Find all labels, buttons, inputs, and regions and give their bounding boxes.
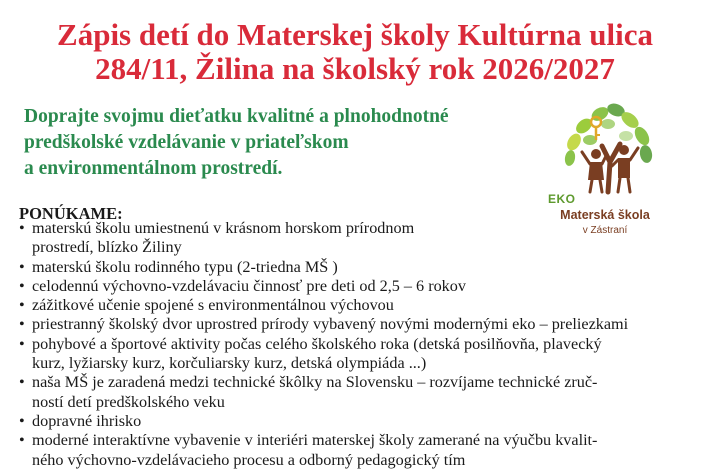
offer-item-line: kurz, lyžiarsky kurz, korčuliarsky kurz, detská olympiáda ...)	[32, 354, 427, 373]
intro-line-2: predškolské vzdelávanie v priateľskom	[24, 132, 349, 153]
offer-item-line: dopravné ihrisko	[32, 411, 142, 430]
title-line-1: Zápis detí do Materskej školy Kultúrna ulica	[57, 17, 653, 52]
logo-eko-label: EKO	[548, 192, 576, 206]
offer-item	[19, 412, 704, 431]
offer-list	[19, 219, 704, 470]
offer-item-line: naša MŠ je zaradená medzi technické škôlky na Slovensku – rozvíjame technické zruč-	[32, 373, 598, 392]
logo-place: v Zástraní	[582, 225, 628, 236]
offer-item	[19, 431, 704, 470]
page-title	[0, 18, 710, 86]
offer-item	[19, 258, 704, 277]
offer-item	[19, 296, 704, 315]
offer-item-line: pohybové a športové aktivity počas celého školského roka (detská posilňovňa, plavecký	[32, 334, 602, 353]
offer-item	[19, 219, 704, 258]
offer-item	[19, 277, 704, 296]
offer-item	[19, 335, 704, 374]
offer-item-line: zážitkové učenie spojené s environmentálnou výchovou	[32, 296, 394, 315]
offer-item-line: priestranný školský dvor uprostred prírody vybavený novými modernými eko – preliezkami	[32, 315, 629, 334]
offer-item-line: materskú školu rodinného typu (2-triedna MŠ )	[32, 257, 338, 276]
logo-school-name: Materská škola	[560, 208, 650, 222]
offer-item	[19, 373, 704, 412]
offer-item	[19, 315, 704, 334]
offer-item-line: ného výchovno-vzdelávacieho procesu a odborný pedagogický tím	[32, 450, 466, 469]
offer-item-line: celodennú výchovno-vzdelávaciu činnosť pre deti od 2,5 – 6 rokov	[32, 276, 466, 295]
intro-paragraph	[24, 104, 524, 182]
intro-line-3: a environmentálnom prostredí.	[24, 158, 283, 179]
intro-line-1: Doprajte svojmu dieťatku kvalitné a plnohodnotné	[24, 106, 449, 127]
offer-item-line: ností detí predškolského veku	[32, 392, 225, 411]
offer-heading: PONÚKAME:	[19, 204, 123, 223]
tree-children-icon	[530, 100, 680, 195]
offer-item-line: materskú školu umiestnenú v krásnom horskom prírodnom	[32, 219, 415, 237]
title-line-2: 284/11, Žilina na školský rok 2026/2027	[95, 51, 615, 86]
offer-item-line: prostredí, blízko Žiliny	[32, 238, 182, 257]
offer-item-line: moderné interaktívne vybavenie v interiéri materskej školy zamerané na výučbu kvalit-	[32, 431, 598, 450]
